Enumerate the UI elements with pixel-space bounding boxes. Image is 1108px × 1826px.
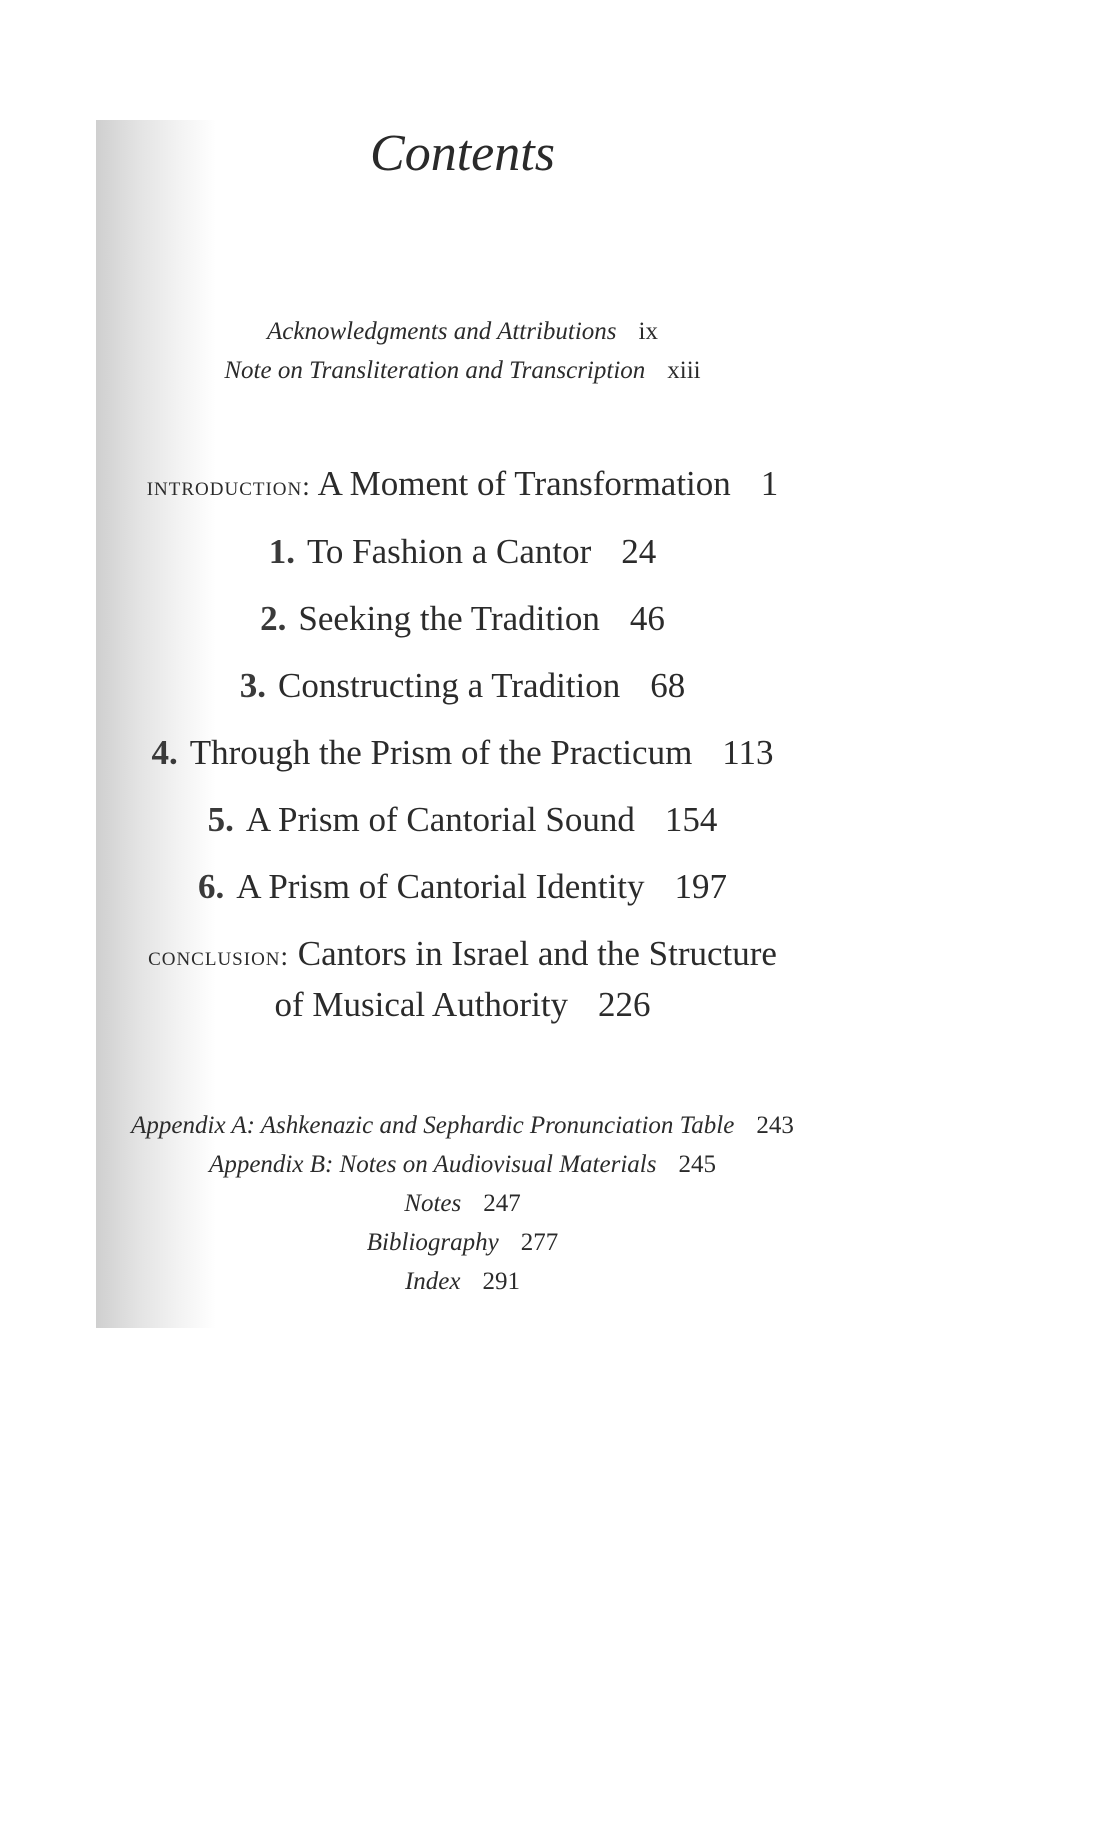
entry-label: Index xyxy=(404,1268,461,1295)
entry-title: Through the Prism of the Practicum xyxy=(189,733,693,772)
entry-title: A Prism of Cantorial Identity xyxy=(236,867,645,906)
toc-entry-appendix-b[interactable] xyxy=(0,1151,925,1179)
entry-title: A Moment of Transformation xyxy=(317,464,731,503)
entry-label: Appendix A: Ashkenazic and Sephardic Pronunciation Table xyxy=(131,1112,735,1139)
toc-entry-chapter-4[interactable] xyxy=(0,733,925,773)
toc-entry-index[interactable] xyxy=(0,1268,925,1296)
toc-entry-conclusion[interactable] xyxy=(0,934,925,974)
entry-page: 245 xyxy=(678,1151,716,1178)
entry-label: Notes xyxy=(404,1190,462,1217)
entry-page: 291 xyxy=(482,1268,521,1295)
chapter-number: 2. xyxy=(260,599,287,638)
entry-label: Note on Transliteration and Transcription xyxy=(224,357,646,384)
entry-label: Acknowledgments and Attributions xyxy=(267,318,617,345)
toc-entry-front-1[interactable] xyxy=(0,318,925,346)
entry-title-line-1: Cantors in Israel and the Structure xyxy=(297,934,777,973)
toc-entry-introduction[interactable] xyxy=(0,464,925,504)
toc-entry-notes[interactable] xyxy=(0,1190,925,1218)
toc-entry-chapter-1[interactable] xyxy=(0,532,925,572)
chapter-number: 5. xyxy=(207,800,234,839)
entry-page: 113 xyxy=(722,733,774,772)
toc-entry-chapter-5[interactable] xyxy=(0,800,925,840)
entry-title: Constructing a Tradition xyxy=(278,666,621,705)
entry-prefix: conclusion: xyxy=(148,941,290,971)
entry-page: 243 xyxy=(756,1112,794,1139)
entry-label: Bibliography xyxy=(366,1229,499,1256)
entry-page: xiii xyxy=(667,357,701,384)
chapter-number: 1. xyxy=(268,532,295,571)
entry-label: Appendix B: Notes on Audiovisual Materials xyxy=(209,1151,657,1178)
entry-page: 24 xyxy=(621,532,657,571)
entry-page: 277 xyxy=(520,1229,559,1256)
toc-entry-bibliography[interactable] xyxy=(0,1229,925,1257)
chapter-number: 4. xyxy=(151,733,178,772)
chapter-number: 6. xyxy=(197,867,225,906)
entry-page: 154 xyxy=(664,800,718,839)
toc-entry-chapter-2[interactable] xyxy=(0,599,925,639)
entry-page: ix xyxy=(638,318,658,345)
toc-entry-front-2[interactable] xyxy=(0,357,925,385)
entry-prefix: introduction: xyxy=(146,471,311,501)
entry-page: 46 xyxy=(629,599,665,638)
entry-title: To Fashion a Cantor xyxy=(306,532,592,571)
entry-page: 247 xyxy=(483,1190,521,1217)
entry-page: 1 xyxy=(760,464,779,503)
toc-entry-appendix-a[interactable] xyxy=(0,1112,925,1140)
entry-page: 68 xyxy=(650,666,686,705)
entry-title: Seeking the Tradition xyxy=(298,599,600,638)
toc-entry-chapter-6[interactable] xyxy=(0,867,925,907)
entry-title-line-2: of Musical Authority xyxy=(274,985,569,1024)
entry-title: A Prism of Cantorial Sound xyxy=(245,800,635,839)
page-title: Contents xyxy=(370,125,555,182)
toc-entry-chapter-3[interactable] xyxy=(0,666,925,706)
entry-page: 226 xyxy=(598,985,651,1024)
chapter-number: 3. xyxy=(239,666,266,705)
entry-page: 197 xyxy=(674,867,728,906)
toc-entry-conclusion-continued[interactable] xyxy=(0,985,925,1025)
